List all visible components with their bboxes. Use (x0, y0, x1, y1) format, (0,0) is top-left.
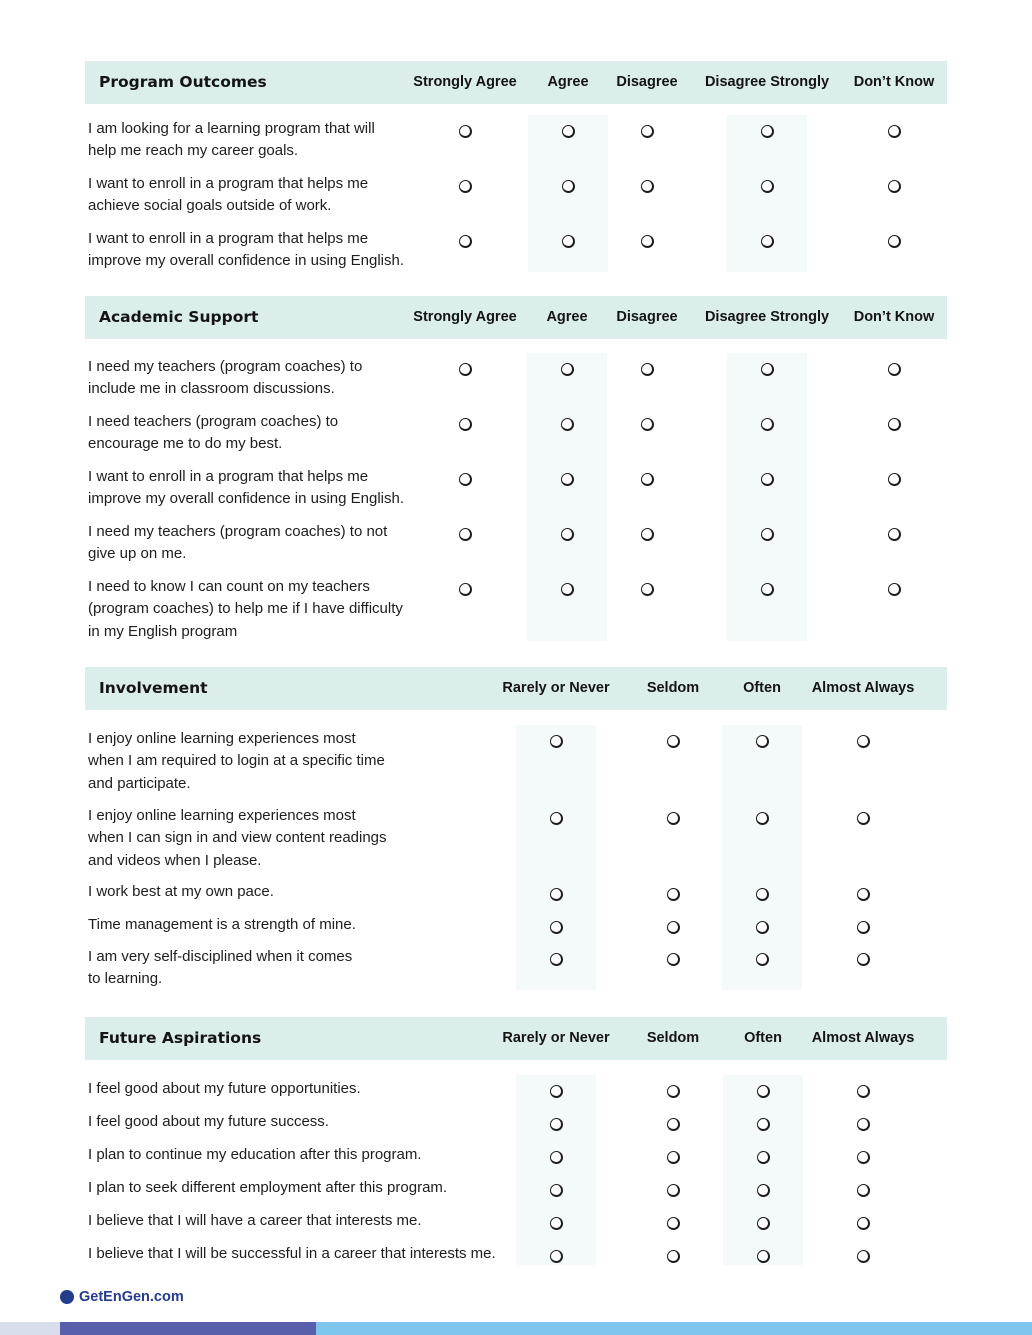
question-text (88, 805, 387, 872)
question-text (88, 356, 362, 401)
question-line: Time management is a strength of mine. (88, 916, 356, 933)
column-header-disagree: Disagree (616, 309, 678, 325)
radio-often[interactable] (756, 812, 769, 825)
radio-strongly-agree[interactable] (459, 528, 472, 541)
question-line: I feel good about my future opportunities. (88, 1080, 361, 1097)
radio-don-t-know[interactable] (888, 583, 901, 596)
radio-almost-always[interactable] (857, 812, 870, 825)
radio-strongly-agree[interactable] (459, 418, 472, 431)
radio-disagree[interactable] (641, 528, 654, 541)
question-row (85, 1078, 947, 1111)
radio-disagree[interactable] (641, 125, 654, 138)
radio-disagree-strongly[interactable] (761, 473, 774, 486)
radio-often[interactable] (756, 953, 769, 966)
radio-rarely-or-never[interactable] (550, 921, 563, 934)
radio-agree[interactable] (561, 583, 574, 596)
radio-agree[interactable] (562, 235, 575, 248)
question-text (88, 1078, 361, 1100)
column-header-seldom: Seldom (646, 1030, 700, 1046)
question-text (88, 411, 338, 456)
column-header-don-t-know: Don’t Know (853, 74, 935, 90)
footer-bar-right (316, 1322, 1032, 1335)
question-list (85, 728, 947, 1001)
question-row (85, 946, 947, 1001)
radio-seldom[interactable] (667, 1151, 680, 1164)
column-header-often: Often (743, 680, 781, 696)
question-row (85, 466, 947, 521)
question-text (88, 1177, 447, 1199)
question-row (85, 576, 947, 652)
radio-strongly-agree[interactable] (459, 583, 472, 596)
section-header (85, 667, 947, 710)
radio-agree[interactable] (562, 180, 575, 193)
radio-strongly-agree[interactable] (459, 473, 472, 486)
radio-rarely-or-never[interactable] (550, 1151, 563, 1164)
section-title: Involvement (99, 679, 208, 697)
question-row (85, 173, 947, 228)
question-row (85, 228, 947, 283)
column-header-disagree-strongly: Disagree Strongly (704, 74, 830, 90)
question-line: I need to know I can count on my teachers (88, 578, 370, 595)
footer-bar-left (0, 1322, 60, 1335)
radio-seldom[interactable] (667, 1250, 680, 1263)
radio-strongly-agree[interactable] (459, 180, 472, 193)
column-header-agree: Agree (547, 74, 589, 90)
column-header-almost-always: Almost Always (811, 1030, 915, 1046)
question-line: improve my overall confidence in using English. (88, 252, 404, 270)
question-list (85, 356, 947, 652)
question-line: I plan to seek different employment after this program. (88, 1179, 448, 1196)
radio-seldom[interactable] (667, 921, 680, 934)
radio-disagree[interactable] (641, 583, 654, 596)
radio-don-t-know[interactable] (888, 180, 901, 193)
question-row (85, 914, 947, 946)
question-line: I am looking for a learning program that will (88, 120, 375, 137)
section-header (85, 61, 947, 104)
question-row (85, 728, 947, 805)
column-header-seldom: Seldom (646, 680, 700, 696)
question-text (88, 466, 404, 511)
radio-rarely-or-never[interactable] (550, 1250, 563, 1263)
radio-rarely-or-never[interactable] (550, 1118, 563, 1131)
footer-brand[interactable] (60, 1289, 184, 1305)
radio-almost-always[interactable] (857, 1184, 870, 1197)
radio-agree[interactable] (561, 418, 574, 431)
question-row (85, 411, 947, 466)
radio-almost-always[interactable] (857, 921, 870, 934)
radio-don-t-know[interactable] (888, 473, 901, 486)
radio-almost-always[interactable] (857, 1151, 870, 1164)
radio-seldom[interactable] (667, 953, 680, 966)
question-line: I need my teachers (program coaches) to (88, 358, 363, 375)
question-row (85, 805, 947, 881)
section-title: Academic Support (99, 308, 259, 326)
question-row (85, 1243, 947, 1276)
question-line: I need my teachers (program coaches) to not (88, 523, 388, 540)
section-header (85, 1017, 947, 1060)
question-line: I want to enroll in a program that helps me (88, 175, 369, 192)
radio-rarely-or-never[interactable] (550, 812, 563, 825)
question-text (88, 914, 356, 936)
column-header-strongly-agree: Strongly Agree (413, 74, 517, 90)
radio-disagree-strongly[interactable] (761, 363, 774, 376)
radio-don-t-know[interactable] (888, 363, 901, 376)
question-line: when I can sign in and view content readings (88, 829, 387, 847)
column-header-rarely-or-never: Rarely or Never (502, 1030, 610, 1046)
radio-often[interactable] (757, 1250, 770, 1263)
radio-seldom[interactable] (667, 888, 680, 901)
question-text (88, 946, 352, 991)
radio-often[interactable] (757, 1118, 770, 1131)
section-header (85, 296, 947, 339)
question-row (85, 1111, 947, 1144)
column-header-strongly-agree: Strongly Agree (413, 309, 517, 325)
brand-link[interactable]: GetEnGen.com (79, 1289, 184, 1305)
radio-rarely-or-never[interactable] (550, 1184, 563, 1197)
question-line: I believe that I will be successful in a career that interests me. (88, 1245, 496, 1262)
question-line: to learning. (88, 970, 163, 988)
question-text (88, 1243, 496, 1265)
radio-strongly-agree[interactable] (459, 125, 472, 138)
radio-almost-always[interactable] (857, 1118, 870, 1131)
question-row (85, 521, 947, 576)
radio-seldom[interactable] (667, 1217, 680, 1230)
radio-often[interactable] (756, 888, 769, 901)
radio-strongly-agree[interactable] (459, 235, 472, 248)
radio-rarely-or-never[interactable] (550, 735, 563, 748)
radio-almost-always[interactable] (857, 1250, 870, 1263)
question-line: I feel good about my future success. (88, 1113, 329, 1130)
question-list (85, 1078, 947, 1276)
question-line: I work best at my own pace. (88, 883, 274, 900)
footer-bar-middle (60, 1322, 316, 1335)
question-text (88, 576, 403, 643)
radio-almost-always[interactable] (857, 735, 870, 748)
radio-disagree-strongly[interactable] (761, 528, 774, 541)
question-row (85, 118, 947, 173)
radio-agree[interactable] (562, 125, 575, 138)
question-line: I enjoy online learning experiences most (88, 730, 356, 747)
question-row (85, 356, 947, 411)
question-line: achieve social goals outside of work. (88, 197, 332, 215)
radio-strongly-agree[interactable] (459, 363, 472, 376)
radio-don-t-know[interactable] (888, 528, 901, 541)
radio-disagree[interactable] (641, 363, 654, 376)
radio-seldom[interactable] (667, 1118, 680, 1131)
brand-dot-icon (60, 1290, 74, 1304)
question-text (88, 1144, 422, 1166)
column-header-disagree: Disagree (616, 74, 678, 90)
radio-seldom[interactable] (667, 812, 680, 825)
radio-almost-always[interactable] (857, 1217, 870, 1230)
radio-rarely-or-never[interactable] (550, 888, 563, 901)
column-header-don-t-know: Don’t Know (853, 309, 935, 325)
section-title: Future Aspirations (99, 1029, 262, 1047)
section-title: Program Outcomes (99, 73, 267, 91)
radio-almost-always[interactable] (857, 1085, 870, 1098)
radio-agree[interactable] (561, 528, 574, 541)
radio-often[interactable] (757, 1151, 770, 1164)
question-line: help me reach my career goals. (88, 142, 299, 160)
radio-disagree[interactable] (641, 235, 654, 248)
question-list (85, 118, 947, 283)
column-header-often: Often (744, 1030, 782, 1046)
radio-disagree-strongly[interactable] (761, 418, 774, 431)
question-row (85, 1144, 947, 1177)
radio-seldom[interactable] (667, 1085, 680, 1098)
question-line: include me in classroom discussions. (88, 380, 335, 398)
question-line: I believe that I will have a career that interests me. (88, 1212, 422, 1229)
question-line: (program coaches) to help me if I have difficulty (88, 600, 403, 618)
radio-disagree[interactable] (641, 180, 654, 193)
question-row (85, 1177, 947, 1210)
question-row (85, 881, 947, 914)
column-header-rarely-or-never: Rarely or Never (502, 680, 610, 696)
radio-often[interactable] (757, 1217, 770, 1230)
radio-almost-always[interactable] (857, 953, 870, 966)
question-line: when I am required to login at a specific time (88, 752, 385, 770)
radio-rarely-or-never[interactable] (550, 1217, 563, 1230)
column-header-disagree-strongly: Disagree Strongly (704, 309, 830, 325)
radio-don-t-know[interactable] (888, 235, 901, 248)
radio-rarely-or-never[interactable] (550, 1085, 563, 1098)
radio-disagree-strongly[interactable] (761, 125, 774, 138)
radio-seldom[interactable] (667, 735, 680, 748)
question-line: encourage me to do my best. (88, 435, 283, 453)
radio-disagree-strongly[interactable] (761, 583, 774, 596)
question-row (85, 1210, 947, 1243)
question-text (88, 728, 385, 795)
question-line: give up on me. (88, 545, 187, 563)
question-line: I enjoy online learning experiences most (88, 807, 356, 824)
question-text (88, 1111, 329, 1133)
question-line: I am very self-disciplined when it comes (88, 948, 353, 965)
question-line: improve my overall confidence in using English. (88, 490, 404, 508)
radio-seldom[interactable] (667, 1184, 680, 1197)
column-header-almost-always: Almost Always (811, 680, 915, 696)
radio-often[interactable] (756, 921, 769, 934)
radio-often[interactable] (757, 1184, 770, 1197)
radio-often[interactable] (757, 1085, 770, 1098)
radio-disagree-strongly[interactable] (761, 235, 774, 248)
radio-agree[interactable] (561, 473, 574, 486)
question-line: I plan to continue my education after this program. (88, 1146, 422, 1163)
question-text (88, 881, 274, 903)
radio-disagree[interactable] (641, 473, 654, 486)
radio-often[interactable] (756, 735, 769, 748)
question-line: I need teachers (program coaches) to (88, 413, 339, 430)
radio-agree[interactable] (561, 363, 574, 376)
question-line: and videos when I please. (88, 851, 262, 869)
column-header-agree: Agree (546, 309, 588, 325)
radio-rarely-or-never[interactable] (550, 953, 563, 966)
question-line: and participate. (88, 774, 191, 792)
question-text (88, 521, 387, 566)
question-text (88, 228, 404, 273)
question-line: in my English program (88, 622, 238, 640)
question-text (88, 173, 368, 218)
question-line: I want to enroll in a program that helps me (88, 468, 369, 485)
radio-don-t-know[interactable] (888, 125, 901, 138)
question-line: I want to enroll in a program that helps me (88, 230, 369, 247)
radio-disagree-strongly[interactable] (761, 180, 774, 193)
radio-disagree[interactable] (641, 418, 654, 431)
radio-almost-always[interactable] (857, 888, 870, 901)
question-text (88, 118, 375, 163)
question-text (88, 1210, 422, 1232)
radio-don-t-know[interactable] (888, 418, 901, 431)
